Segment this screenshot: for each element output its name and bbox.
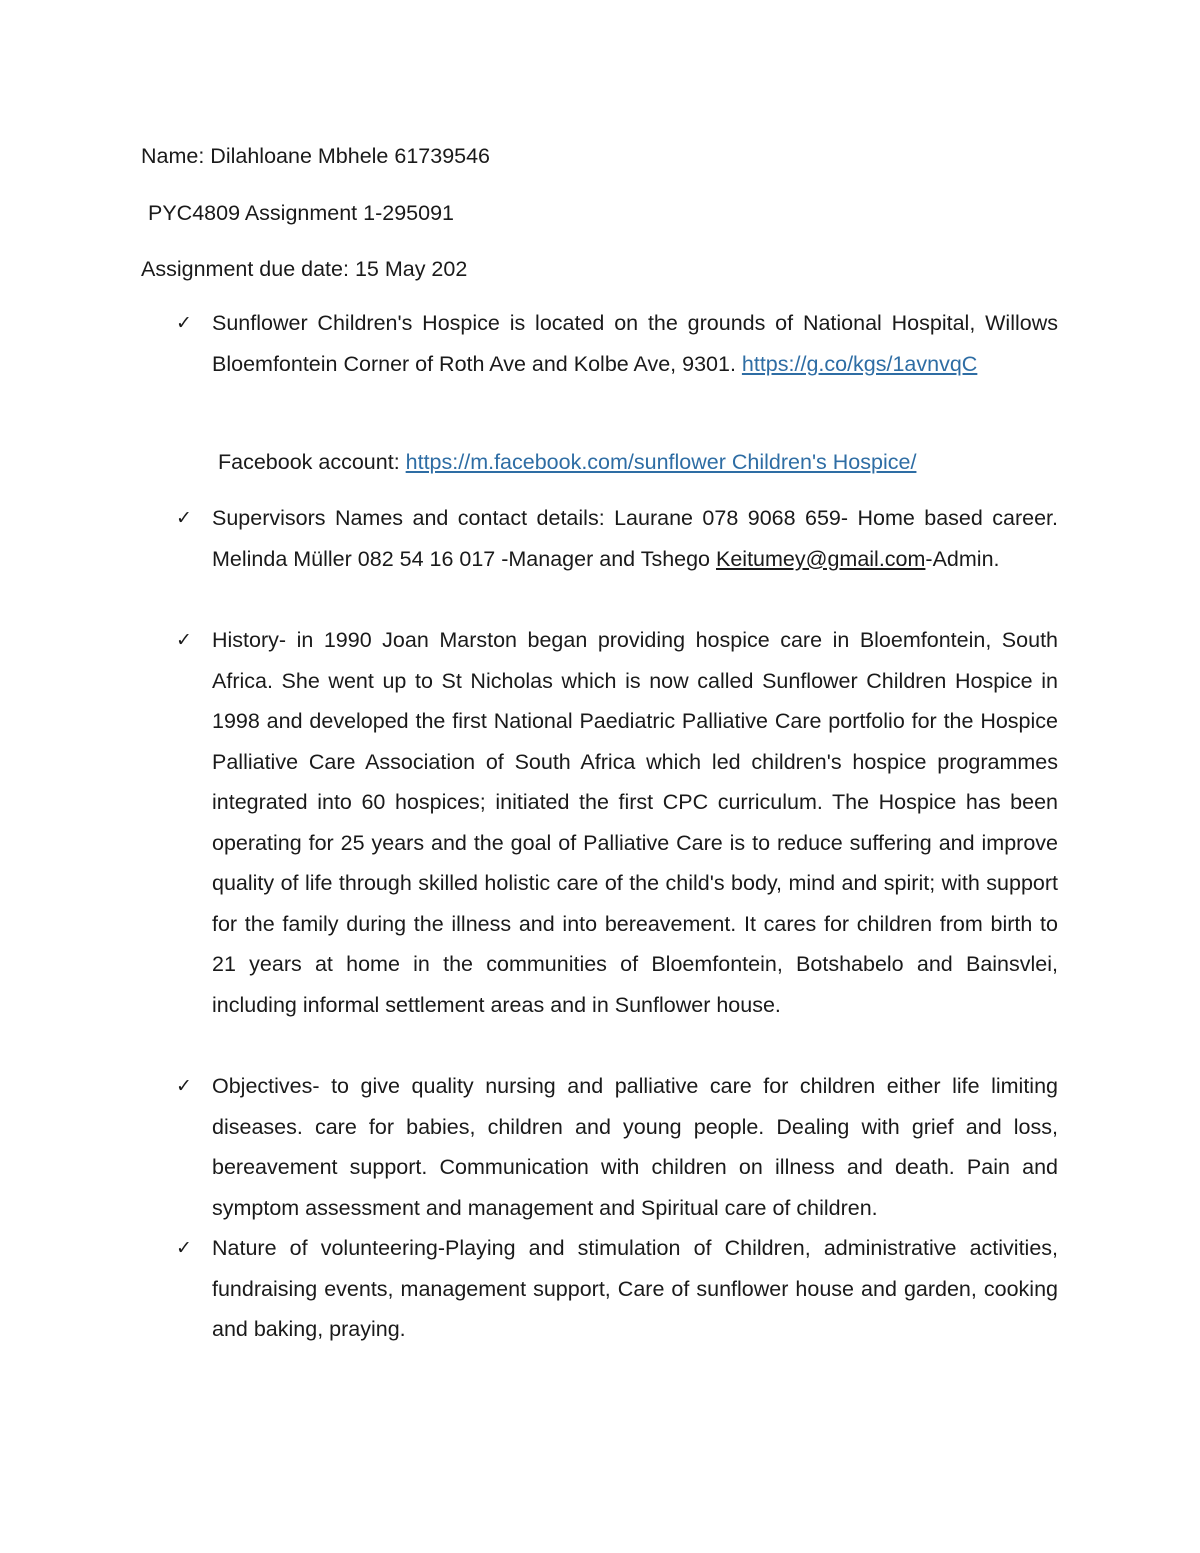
check-mark-icon: ✓ xyxy=(176,1075,192,1097)
facebook-link[interactable]: https://m.facebook.com/sunflower Children's Hospice/ xyxy=(405,450,917,474)
history-text: History- in 1990 Joan Marston began providing hospice care in Bloemfontein, South Africa. She went up to St Nicholas which is now called Sunflower Children Hospice in 1998 and developed the first National Paediatric Palliative Care portfolio for the Hospice Palliative Care Association of South Africa which led children's hospice programmes integrated into 60 hospices; initiated the first CPC curriculum. The Hospice has been operating for 25 years and the goal of Palliative Care is to reduce suffering and improve quality of life through skilled holistic care of the child's body, mind and spirit; with support for the family during the illness and into bereavement. It cares for children from birth to 21 years at home in the communities of Bloemfontein, Botshabelo and Bainsvlei, including informal settlement areas and in Sunflower house. xyxy=(212,628,1058,1017)
facebook-label: Facebook account: xyxy=(218,450,406,474)
check-mark-icon: ✓ xyxy=(176,629,192,651)
supervisors-suffix: -Admin. xyxy=(925,546,1000,571)
bullet-item-volunteering xyxy=(176,1228,1058,1350)
course-assignment-line: PYC4809 Assignment 1-295091 xyxy=(148,201,454,225)
facebook-account-line xyxy=(218,448,916,476)
due-date-line: Assignment due date: 15 May 202 xyxy=(141,257,468,281)
bullet-item-supervisors xyxy=(176,498,1058,579)
location-text: Sunflower Children's Hospice is located on the grounds of National Hospital, Willows Bloemfontein Corner of Roth Ave and Kolbe Ave, 9301. xyxy=(212,311,1058,376)
bullet-item-location xyxy=(176,303,1058,384)
bullet-item-history xyxy=(176,620,1058,1025)
check-mark-icon: ✓ xyxy=(176,1237,192,1259)
objectives-text: Objectives- to give quality nursing and palliative care for children either life limiting diseases. care for babies, children and young people. Dealing with grief and loss, bereavement support. Communication with children on illness and death. Pain and symptom assessment and management and Spiritual care of children. xyxy=(212,1074,1058,1220)
bullet-item-objectives xyxy=(176,1066,1058,1228)
supervisors-text: Supervisors Names and contact details: Laurane 078 9068 659- Home based career. Melinda Müller 082 54 16 017 -Manager and Tshego xyxy=(212,506,1058,571)
check-mark-icon: ✓ xyxy=(176,507,192,529)
location-link[interactable]: https://g.co/kgs/1avnvqC xyxy=(741,351,978,376)
supervisor-email-link[interactable]: Keitumey@gmail.com xyxy=(716,546,926,571)
check-mark-icon: ✓ xyxy=(176,312,192,334)
student-name-line: Name: Dilahloane Mbhele 61739546 xyxy=(141,144,491,168)
volunteering-text: Nature of volunteering-Playing and stimulation of Children, administrative activities, fundraising events, management support, Care of sunflower house and garden, cooking and baking, praying. xyxy=(212,1236,1058,1341)
